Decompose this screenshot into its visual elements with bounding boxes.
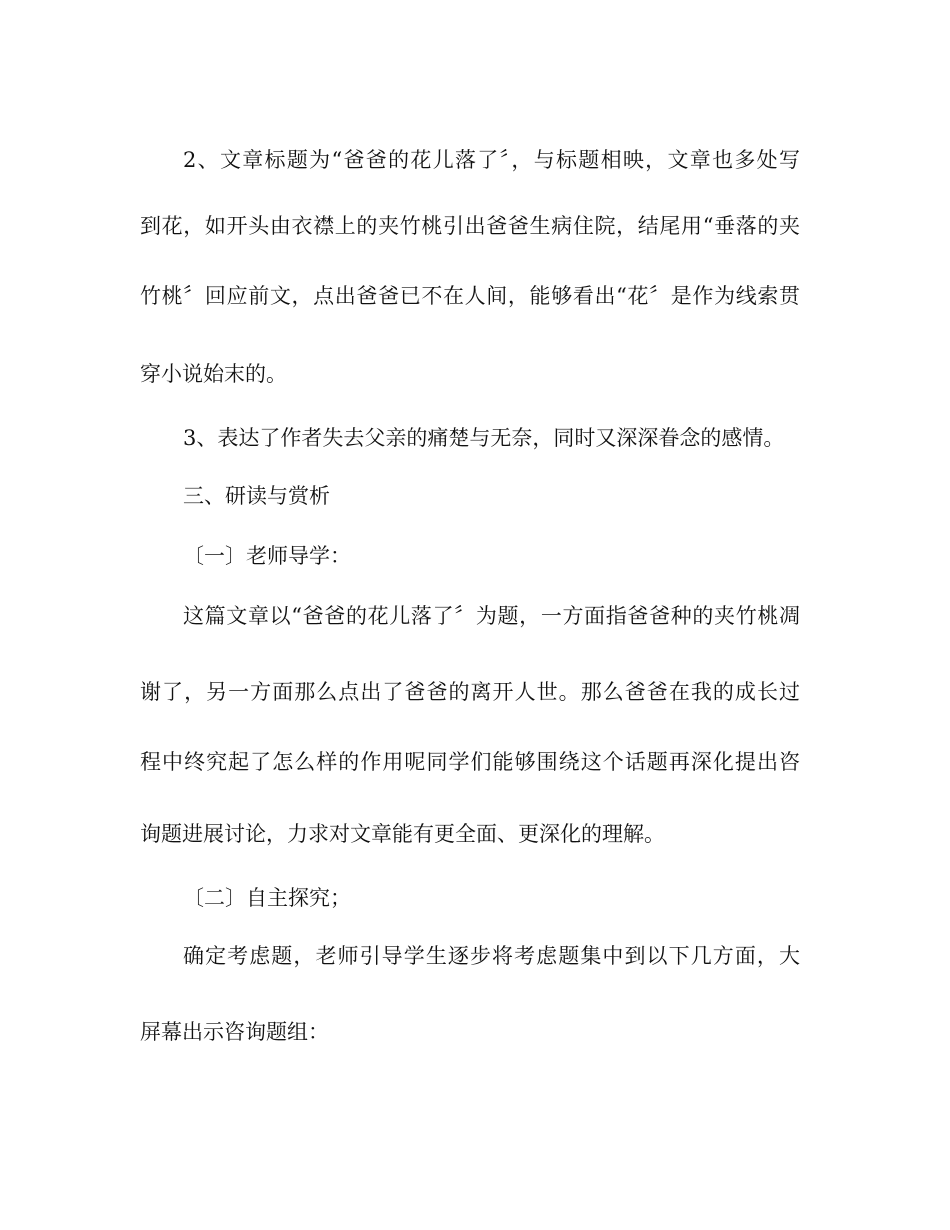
paragraph-line: 穿小说始末的。 — [140, 362, 287, 386]
paragraph-line: 确定考虑题，老师引导学生逐步将考虑题集中到以下几方面，大 — [183, 944, 800, 968]
subsection-heading: 〔二〕自主探究； — [183, 886, 351, 910]
subsection-heading: 〔一〕老师导学： — [183, 544, 351, 568]
paragraph-line: 屏幕出示咨询题组： — [140, 1020, 329, 1044]
paragraph-line: 2、文章标题为“爸爸的花儿落了〞，与标题相映，文章也多处写 — [183, 148, 800, 172]
paragraph-line: 到花，如开头由衣襟上的夹竹桃引出爸爸生病住院，结尾用“垂落的夹 — [140, 214, 800, 238]
paragraph-line: 这篇文章以“爸爸的花儿落了〞为题，一方面指爸爸种的夹竹桃凋 — [183, 604, 800, 628]
paragraph-line: 询题进展讨论，力求对文章能有更全面、更深化的理解。 — [140, 822, 665, 846]
section-heading: 三、研读与赏析 — [183, 484, 330, 508]
paragraph-line: 谢了，另一方面那么点出了爸爸的离开人世。那么爸爸在我的成长过 — [140, 680, 800, 704]
paragraph-line: 竹桃〞回应前文，点出爸爸已不在人间，能够看出“花〞是作为线索贯 — [140, 284, 800, 308]
paragraph-line: 3、表达了作者失去父亲的痛楚与无奈，同时又深深眷念的感情。 — [183, 426, 785, 450]
paragraph-line: 程中终究起了怎么样的作用呢同学们能够围绕这个话题再深化提出咨 — [140, 750, 800, 774]
